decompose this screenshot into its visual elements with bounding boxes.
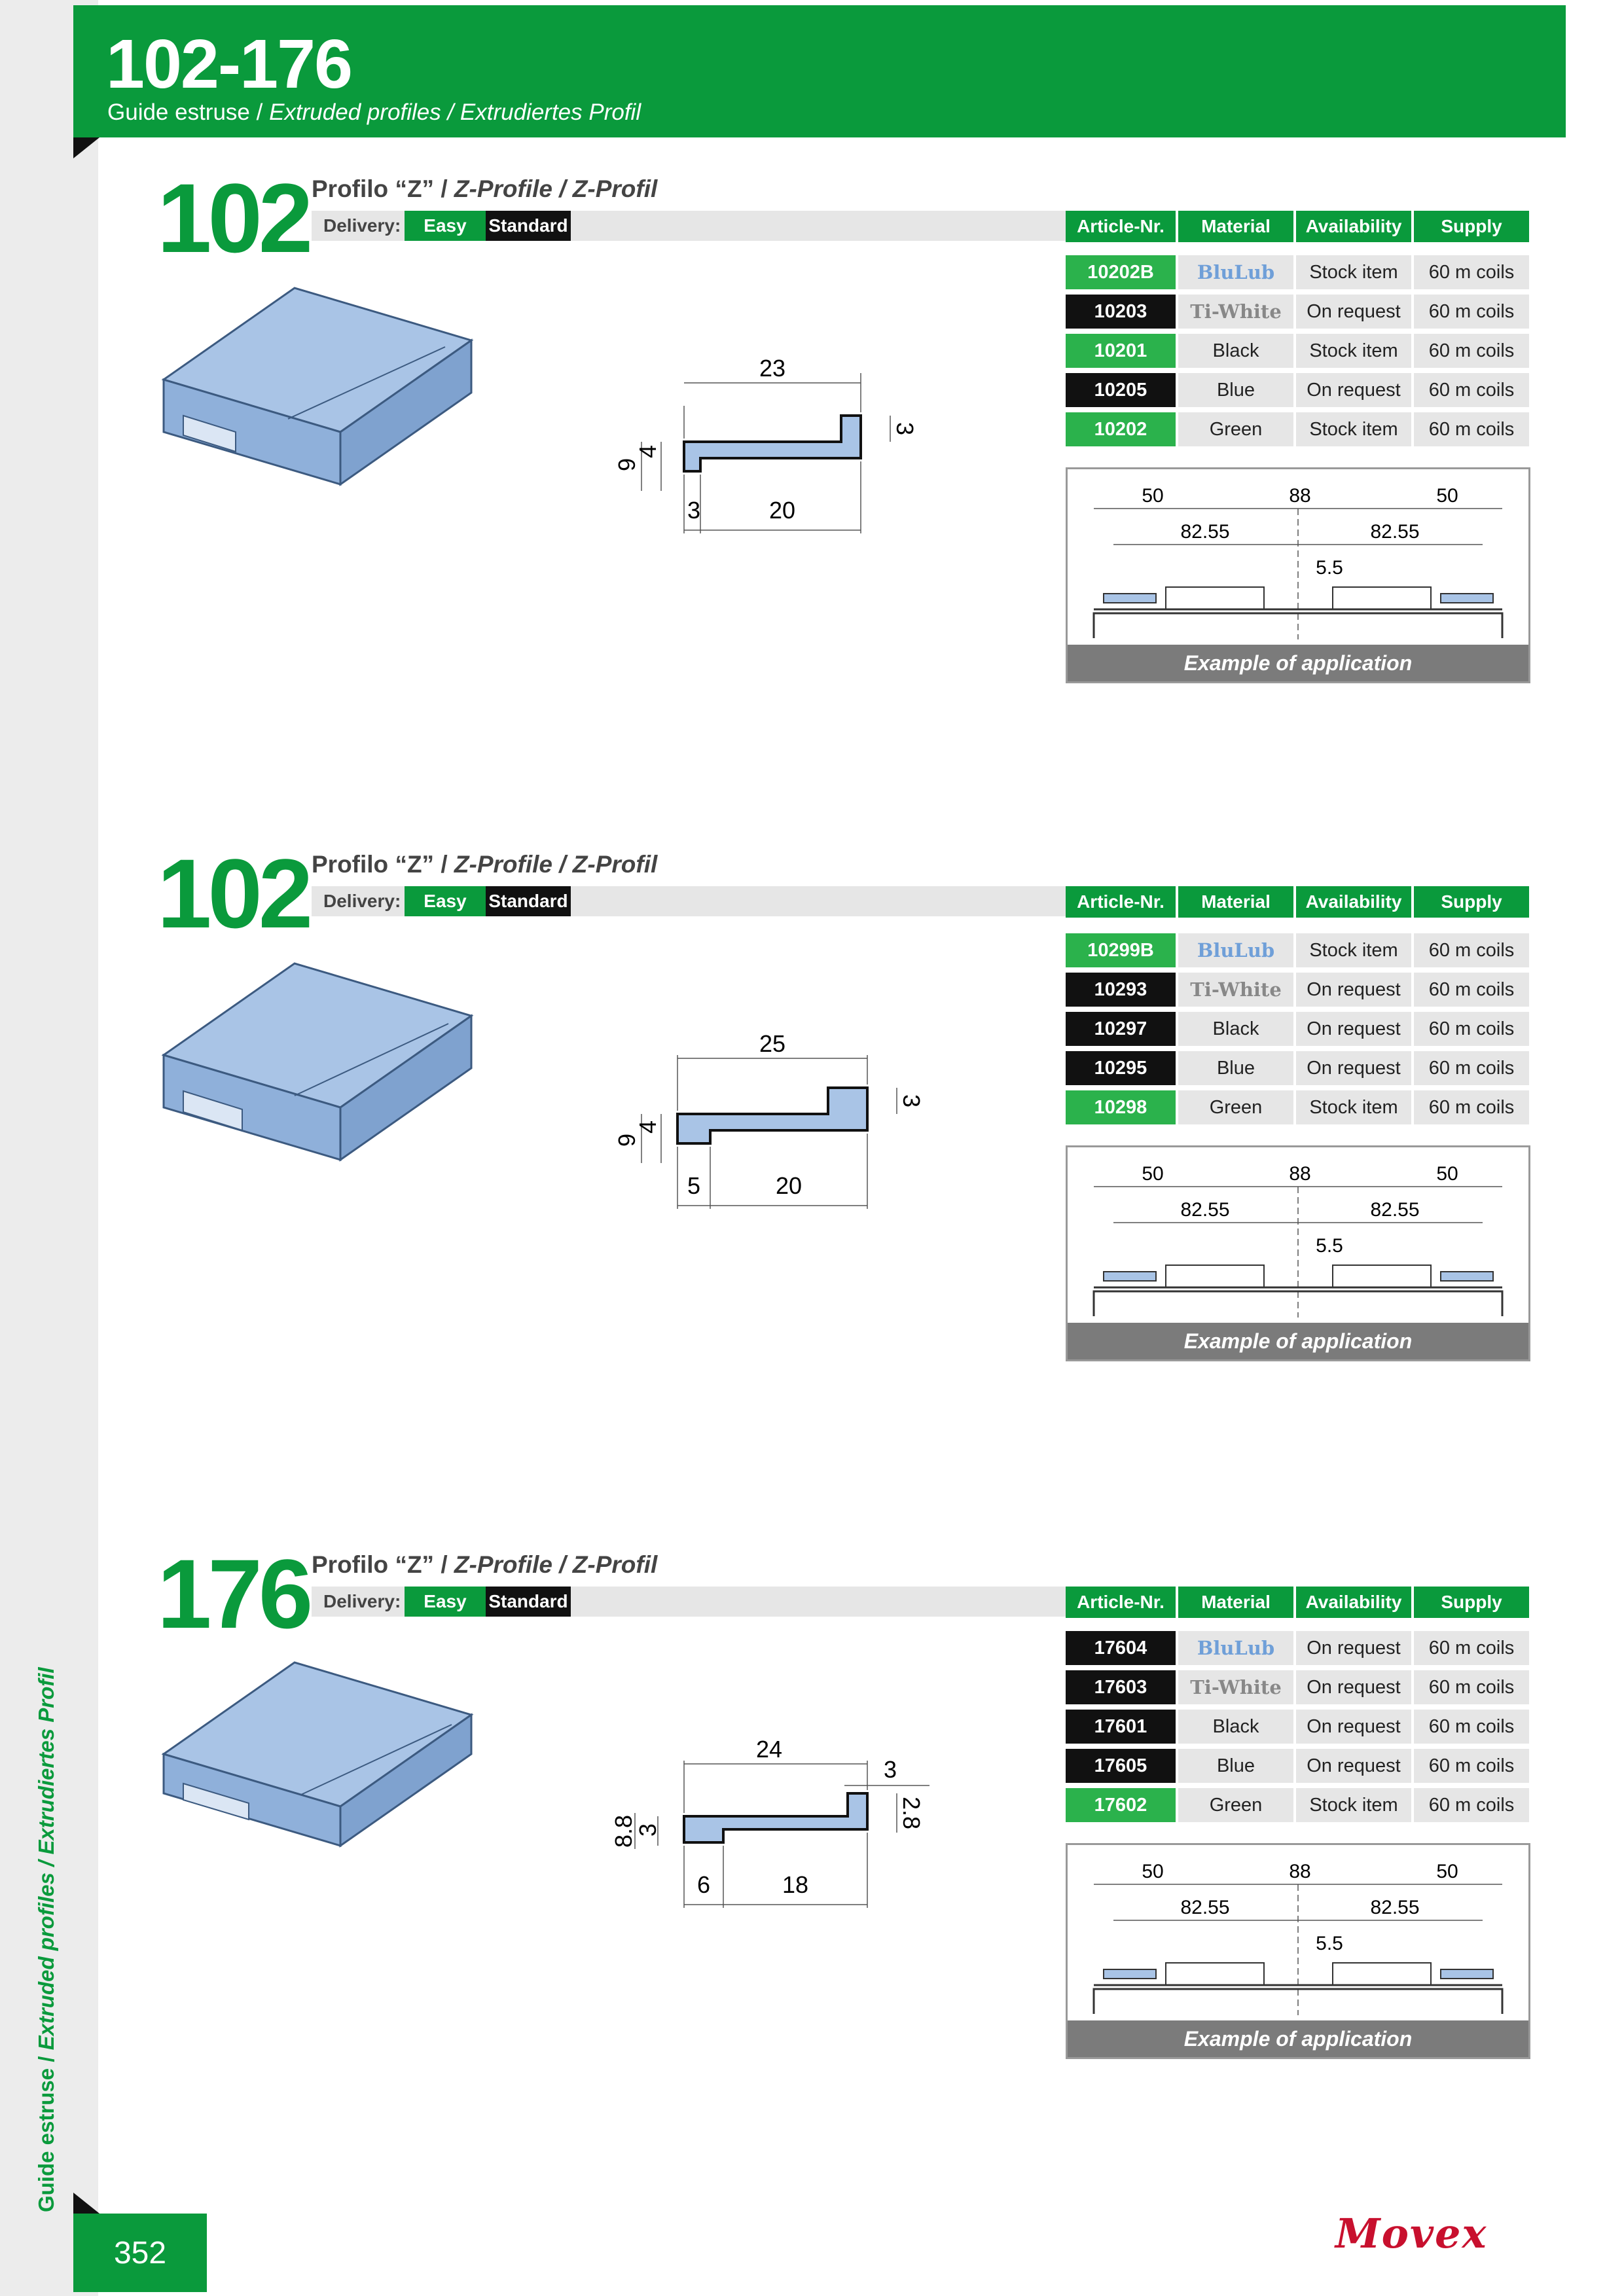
page-number: 352 [73,2214,207,2292]
availability-cell: On request [1296,373,1411,407]
dim-lip-label: 3 [892,422,918,436]
dim-bottom-label: 20 [768,497,796,524]
profile-3d-illustration [157,275,484,491]
col-header-availability: Availability [1296,886,1411,918]
application-diagram [1068,469,1528,639]
article-cell: 10295 [1066,1051,1176,1085]
material-cell: Black [1178,1012,1293,1046]
delivery-standard-badge: Standard [486,1587,571,1617]
material-cell: Blue [1178,1749,1293,1783]
material-cell: Green [1178,1788,1293,1822]
section-title: Profilo “Z” / Z-Profile / Z-Profil [312,851,658,878]
supply-cell: 60 m coils [1414,973,1529,1007]
app-dim-82-right: 82.55 [1370,521,1420,543]
profile-3d-illustration [157,1649,484,1865]
article-cell: 10298 [1066,1090,1176,1124]
material-cell: Blue [1178,373,1293,407]
col-header-article: Article-Nr. [1066,211,1176,242]
article-cell: 10201 [1066,334,1176,368]
dim-width-label: 25 [759,1030,786,1057]
dim-width-label: 23 [759,355,786,382]
supply-cell: 60 m coils [1414,1788,1529,1822]
availability-cell: On request [1296,1012,1411,1046]
application-example-box [1066,467,1530,683]
app-dim-50-left: 50 [1142,485,1164,507]
supply-cell: 60 m coils [1414,1749,1529,1783]
article-cell: 10205 [1066,373,1176,407]
material-cell: Ti-White [1178,1670,1293,1704]
section-title: Profilo “Z” / Z-Profile / Z-Profil [312,175,658,202]
profile-cross-section-drawing [569,1016,936,1219]
app-dim-50-left: 50 [1142,1163,1164,1185]
dim-width-label: 24 [755,1736,783,1763]
app-dim-5-5: 5.5 [1316,1235,1343,1257]
material-cell: Ti-White [1178,973,1293,1007]
availability-cell: On request [1296,1670,1411,1704]
col-header-availability: Availability [1296,211,1411,242]
app-dim-82-left: 82.55 [1180,1897,1230,1918]
availability-cell: On request [1296,295,1411,329]
col-header-article: Article-Nr. [1066,886,1176,918]
section-number: 102 [157,163,310,273]
supply-cell: 60 m coils [1414,1051,1529,1085]
dim-lip-label: 3 [883,1756,897,1783]
col-header-availability: Availability [1296,1587,1411,1618]
profile-3d-illustration [157,950,484,1166]
app-dim-50-left: 50 [1142,1861,1164,1882]
app-dim-82-right: 82.55 [1370,1897,1420,1918]
col-header-article: Article-Nr. [1066,1587,1176,1618]
supply-cell: 60 m coils [1414,1631,1529,1665]
application-caption: Example of application [1068,2020,1528,2057]
delivery-easy-badge: Easy [405,1587,486,1617]
app-dim-50-right: 50 [1436,485,1458,507]
delivery-label: Delivery: [323,1591,401,1611]
supply-cell: 60 m coils [1414,1090,1529,1124]
section-number: 176 [157,1539,310,1649]
dim-step-label: 3 [634,1823,661,1837]
supply-cell: 60 m coils [1414,295,1529,329]
col-header-supply: Supply [1414,1587,1529,1618]
dim-bottom-label: 20 [775,1172,803,1199]
section-number: 102 [157,838,310,948]
app-dim-88: 88 [1289,485,1311,507]
footer-corner-marker [73,2193,99,2214]
application-example-box [1066,1843,1530,2059]
dim-lip-label: 3 [898,1094,925,1108]
application-diagram [1068,1845,1528,2015]
article-cell: 17604 [1066,1631,1176,1665]
supply-cell: 60 m coils [1414,373,1529,407]
article-cell: 10203 [1066,295,1176,329]
dim-bottom-label: 18 [782,1871,809,1898]
dim-left-label: 6 [696,1871,711,1898]
supply-cell: 60 m coils [1414,334,1529,368]
delivery-standard-badge: Standard [486,886,571,916]
material-cell: Ti-White [1178,295,1293,329]
material-cell: BluLub [1178,255,1293,289]
article-cell: 10297 [1066,1012,1176,1046]
col-header-supply: Supply [1414,886,1529,918]
vertical-side-label: Guide estruse / Extruded profiles / Extrudiertes Profil [34,1667,58,2212]
application-caption: Example of application [1068,645,1528,681]
material-cell: Blue [1178,1051,1293,1085]
delivery-easy-badge: Easy [405,211,486,241]
page-subtitle: Guide estruse / Extruded profiles / Extrudiertes Profil [107,99,641,125]
material-cell: Black [1178,334,1293,368]
article-cell: 10299B [1066,933,1176,967]
delivery-label: Delivery: [323,891,401,911]
article-cell: 10202 [1066,412,1176,446]
article-cell: 17605 [1066,1749,1176,1783]
movex-logo: Movex [1335,2210,1488,2257]
article-cell: 10202B [1066,255,1176,289]
app-dim-82-left: 82.55 [1180,521,1230,543]
app-dim-5-5: 5.5 [1316,1933,1343,1954]
article-cell: 10293 [1066,973,1176,1007]
application-diagram [1068,1147,1528,1318]
availability-cell: Stock item [1296,255,1411,289]
supply-cell: 60 m coils [1414,1670,1529,1704]
col-header-material: Material [1178,886,1293,918]
material-cell: Green [1178,1090,1293,1124]
dim-step-label: 4 [634,1120,661,1134]
dim-step-label: 4 [634,444,661,459]
page-title: 102-176 [106,26,352,103]
profile-cross-section-drawing [569,340,936,543]
app-dim-50-right: 50 [1436,1163,1458,1185]
dim-height-label: 9 [613,1133,640,1147]
delivery-easy-badge: Easy [405,886,486,916]
dim-left-label: 5 [687,1172,701,1199]
header-corner-marker [73,137,99,158]
col-header-supply: Supply [1414,211,1529,242]
app-dim-50-right: 50 [1436,1861,1458,1882]
dim-right-label: 2.8 [898,1796,925,1830]
supply-cell: 60 m coils [1414,412,1529,446]
availability-cell: On request [1296,1051,1411,1085]
dim-left-label: 3 [687,497,701,524]
col-header-material: Material [1178,1587,1293,1618]
availability-cell: Stock item [1296,412,1411,446]
supply-cell: 60 m coils [1414,255,1529,289]
availability-cell: Stock item [1296,1090,1411,1124]
material-cell: BluLub [1178,933,1293,967]
supply-cell: 60 m coils [1414,1012,1529,1046]
application-caption: Example of application [1068,1323,1528,1359]
dim-height-label: 8.8 [610,1814,637,1848]
article-cell: 17601 [1066,1710,1176,1744]
article-cell: 17602 [1066,1788,1176,1822]
supply-cell: 60 m coils [1414,933,1529,967]
app-dim-88: 88 [1289,1861,1311,1882]
dim-height-label: 9 [613,457,640,472]
app-dim-88: 88 [1289,1163,1311,1185]
delivery-label: Delivery: [323,215,401,236]
application-example-box [1066,1145,1530,1361]
app-dim-82-right: 82.55 [1370,1199,1420,1221]
availability-cell: Stock item [1296,1788,1411,1822]
col-header-material: Material [1178,211,1293,242]
article-cell: 17603 [1066,1670,1176,1704]
availability-cell: On request [1296,1710,1411,1744]
delivery-standard-badge: Standard [486,211,571,241]
supply-cell: 60 m coils [1414,1710,1529,1744]
material-cell: Green [1178,412,1293,446]
app-dim-5-5: 5.5 [1316,557,1343,579]
material-cell: Black [1178,1710,1293,1744]
section-title: Profilo “Z” / Z-Profile / Z-Profil [312,1551,658,1578]
availability-cell: On request [1296,973,1411,1007]
availability-cell: Stock item [1296,334,1411,368]
availability-cell: On request [1296,1749,1411,1783]
profile-cross-section-drawing [569,1715,936,1918]
availability-cell: Stock item [1296,933,1411,967]
availability-cell: On request [1296,1631,1411,1665]
app-dim-82-left: 82.55 [1180,1199,1230,1221]
material-cell: BluLub [1178,1631,1293,1665]
